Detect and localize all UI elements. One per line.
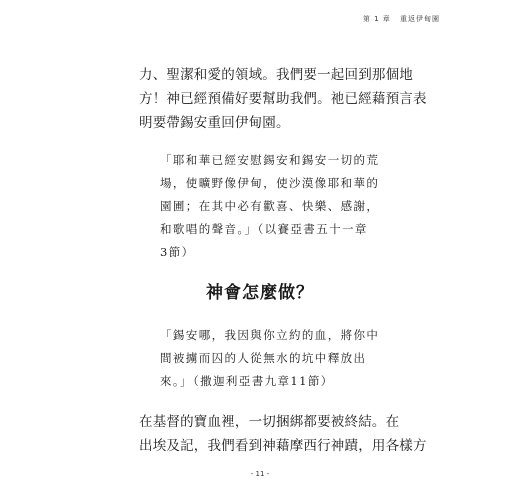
scripture-quote-2 — [160, 324, 385, 393]
quote-line: 「錫安哪，我因與你立約的血，將你中 — [160, 328, 380, 342]
quote-line: 來。」（撒迦利亞書九章11節） — [160, 374, 334, 388]
quote-line: 「耶和華已經安慰錫安和錫安一切的荒 — [160, 153, 380, 167]
page-number: - 11 - — [250, 470, 270, 478]
paragraph-line: 方！神已經預備好要幫助我們。祂已經藉預言表 — [139, 91, 427, 107]
body-paragraph-1 — [139, 63, 427, 135]
paragraph-line: 明要帶錫安重回伊甸園。 — [139, 115, 290, 131]
running-header — [363, 14, 440, 24]
quote-line: 場，使曠野像伊甸，使沙漠像耶和華的 — [160, 176, 380, 190]
chapter-number: 第 1 章 — [362, 15, 391, 23]
chapter-title: 重返伊甸園 — [400, 15, 440, 23]
quote-line: 和歌唱的聲音。」（以賽亞書五十一章 — [160, 222, 368, 236]
section-heading: 神會怎麼做？ — [206, 283, 314, 303]
paragraph-line: 力、聖潔和愛的領域。我們要一起回到那個地 — [139, 67, 413, 83]
paragraph-line: 在基督的寶血裡，一切捆綁都要被終結。在 — [139, 414, 400, 430]
paragraph-line: 出埃及記，我們看到神藉摩西行神蹟，用各樣方 — [139, 438, 427, 454]
scripture-quote-1 — [160, 149, 385, 264]
quote-line: 3節） — [160, 245, 195, 259]
quote-line: 間被擄而囚的人從無水的坑中釋放出 — [160, 351, 367, 365]
quote-line: 園圃；在其中必有歡喜、快樂、感謝， — [160, 199, 380, 213]
body-paragraph-2 — [139, 410, 427, 458]
